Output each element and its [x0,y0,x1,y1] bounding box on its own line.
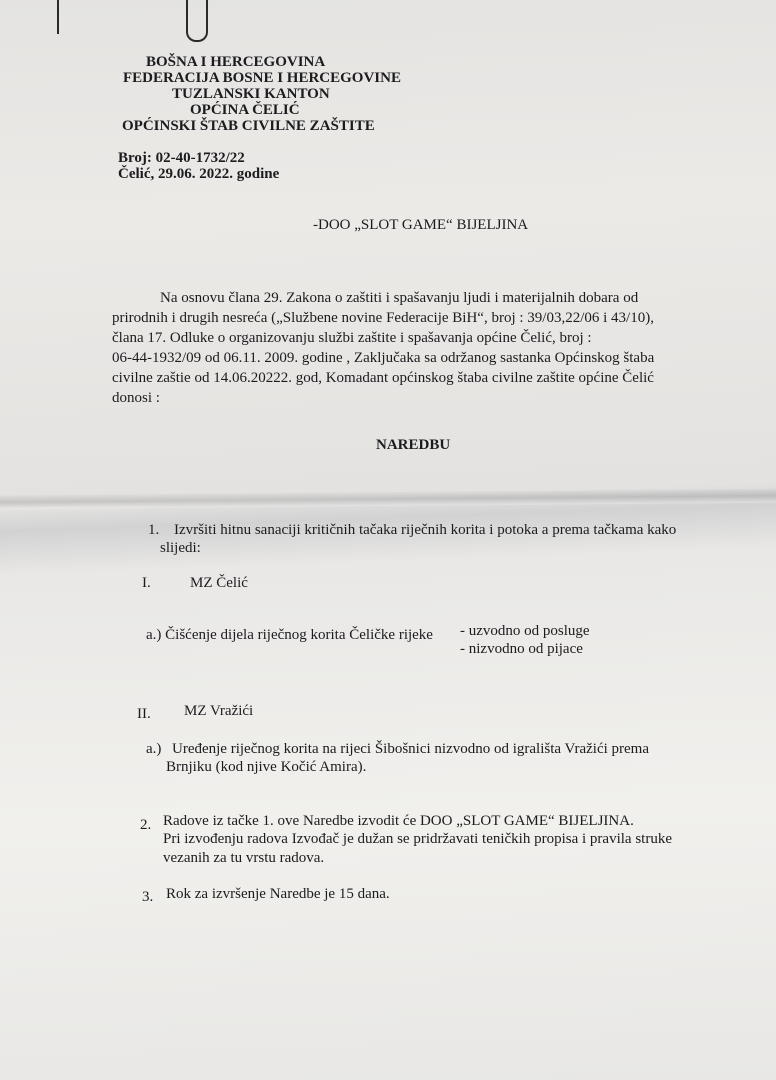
header-federation: FEDERACIJA BOSNE I HERCEGOVINE [123,70,401,86]
recipient: -DOO „SLOT GAME“ BIJELJINA [313,217,529,233]
item2-line-1: Radove iz tačke 1. ove Naredbe izvodit će DOO „SLOT GAME“ BIJELJINA. [163,813,634,829]
item2-line-3: vezanih za tu vrstu radova. [163,850,325,866]
section1-location-2: - nizvodno od pijace [460,641,583,657]
paper-fold [0,489,776,510]
section1-location-1: - uzvodno od posluge [460,623,590,639]
header-canton: TUZLANSKI KANTON [172,86,330,102]
document-title: NAREDBU [376,437,451,453]
intro-line-2: prirodnih i drugih nesreća („Službene novine Federacije BiH“, broj : 39/03,22/06 i 43/10), [112,310,654,326]
section2-name: MZ Vražići [184,703,254,719]
header-country: BOŠNA I HERCEGOVINA [146,54,326,70]
section2-item-a-line-1: Uređenje riječnog korita na rijeci Šibošnici nizvodno od igrališta Vražići prema [172,741,649,757]
intro-line-3: člana 17. Odluke o organizovanju službi zaštite i spašavanja općine Čelić, broj : [112,330,592,346]
reference-date: Čelić, 29.06. 2022. godine [118,166,280,182]
item1-line-1: Izvršiti hitnu sanaciji kritičnih tačaka riječnih korita i potoka a prema tačkama kako [174,522,677,538]
intro-line-4: 06-44-1932/09 od 06.11. 2009. godine , Zaključaka sa održanog sastanka Općinskog štaba [112,350,655,366]
paper-clip [186,0,208,42]
section2-item-a-label: a.) [146,741,162,757]
section2-roman: II. [137,706,151,722]
item2-number: 2. [140,817,152,833]
header-municipality: OPĆINA ČELIĆ [190,102,300,118]
binder-mark [57,0,59,34]
section1-item-a: a.) Čišćenje dijela riječnog korita Čeličke rijeke [146,627,433,643]
item1-line-2: slijedi: [160,540,201,556]
intro-line-5: civilne zaštie od 14.06.20222. god, Komadant općinskog štaba civilne zaštite općine Čelić [112,370,654,386]
intro-line-6: donosi : [112,390,160,406]
section1-roman: I. [142,575,151,591]
section1-name: MZ Čelić [190,575,248,591]
header-office: OPĆINSKI ŠTAB CIVILNE ZAŠTITE [122,118,375,134]
item1-number: 1. [148,522,160,538]
item3-text: Rok za izvršenje Naredbe je 15 dana. [166,886,390,902]
item2-line-2: Pri izvođenju radova Izvođač je dužan se pridržavati teničkih propisa i pravila struke [163,831,672,847]
reference-number: Broj: 02-40-1732/22 [118,150,245,166]
section2-item-a-line-2: Brnjiku (kod njive Kočić Amira). [166,759,367,775]
intro-line-1: Na osnovu člana 29. Zakona o zaštiti i spašavanju ljudi i materijalnih dobara od [160,290,639,306]
item3-number: 3. [142,889,154,905]
